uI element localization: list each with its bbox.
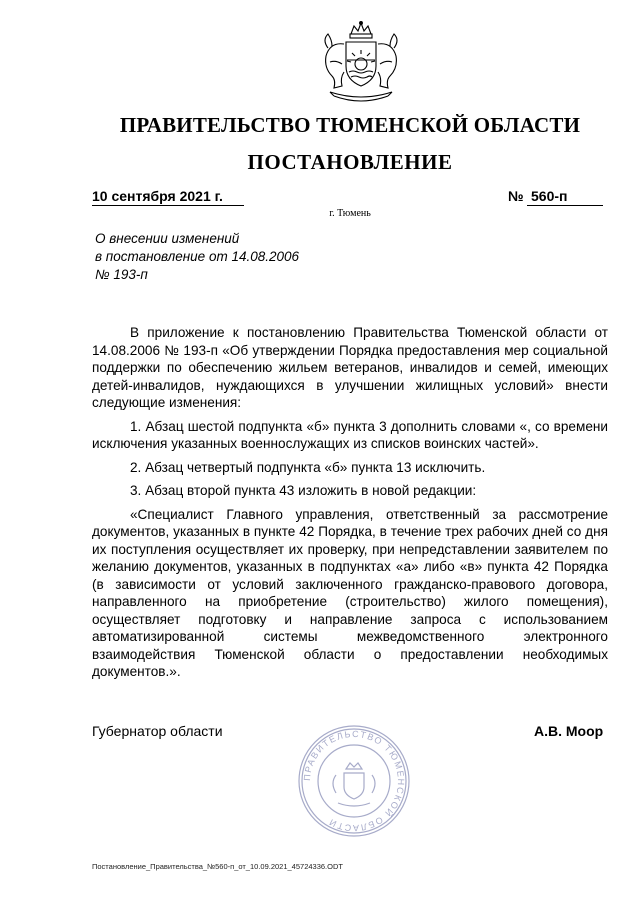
document-type-title: ПОСТАНОВЛЕНИЕ — [247, 150, 453, 174]
official-seal-icon — [296, 723, 412, 839]
body-paragraph: 2. Абзац четвертый подпункта «б» пункта 13 исключить. — [130, 459, 486, 475]
organization-title: ПРАВИТЕЛЬСТВО ТЮМЕНСКОЙ ОБЛАСТИ — [119, 113, 581, 137]
seal-text: ПРАВИТЕЛЬСТВО ТЮМЕНСКОЙ ОБЛАСТИ — [301, 728, 407, 834]
document-subject — [95, 230, 299, 284]
subject-line: в постановление от 14.08.2006 — [95, 249, 300, 264]
signatory-position: Губернатор области — [92, 723, 223, 739]
document-number-label: № — [508, 188, 524, 204]
body-paragraph: «Специалист Главного управления, ответственный за рассмотрение документов, указанных в пункте 42 Порядка, в течение трех рабочих дней со дня их поступления осуществляет их проверку, при непредставлении заявителем по желанию документов, указанных в подпунктах «а» либо «в» пункта 42 Порядка (в зависимости от условий заключенного гражданско-правового договора, направленного на приобретение (строительство) жилого помещения), осуществляет подготовку и направление запроса с использованием автоматизированной системы межведомственного электронного взаимодействия Тюменской области о предоставлении необходимых документов.». — [92, 506, 608, 679]
document-body — [92, 324, 608, 681]
document-number: 560-п — [527, 188, 603, 206]
body-paragraph: В приложение к постановлению Правительства Тюменской области от 14.08.2006 № 193-п «Об утверждении Порядка предоставления мер социальной поддержки по обеспечению жильем ветеранов, инвалидов и семей, имеющих детей-инвалидов, нуждающихся в улучшении жилищных условий» внести следующие изменения: — [92, 325, 608, 410]
footer-filename: Постановление_Правительства_№560-п_от_10.09.2021_45724336.ODT — [92, 862, 343, 871]
document-city: г. Тюмень — [329, 208, 371, 219]
body-paragraph: 1. Абзац шестой подпункта «б» пункта 3 дополнить словами «, со времени исключения указанных военнослужащих из списков воинских частей». — [92, 418, 608, 451]
signatory-name: А.В. Моор — [534, 723, 604, 739]
body-paragraph: 3. Абзац второй пункта 43 изложить в новой редакции: — [130, 483, 477, 498]
subject-line: № 193-п — [95, 267, 148, 282]
subject-line: О внесении изменений — [95, 231, 240, 246]
coat-of-arms-icon — [316, 20, 406, 106]
document-date: 10 сентября 2021 г. — [92, 188, 244, 206]
